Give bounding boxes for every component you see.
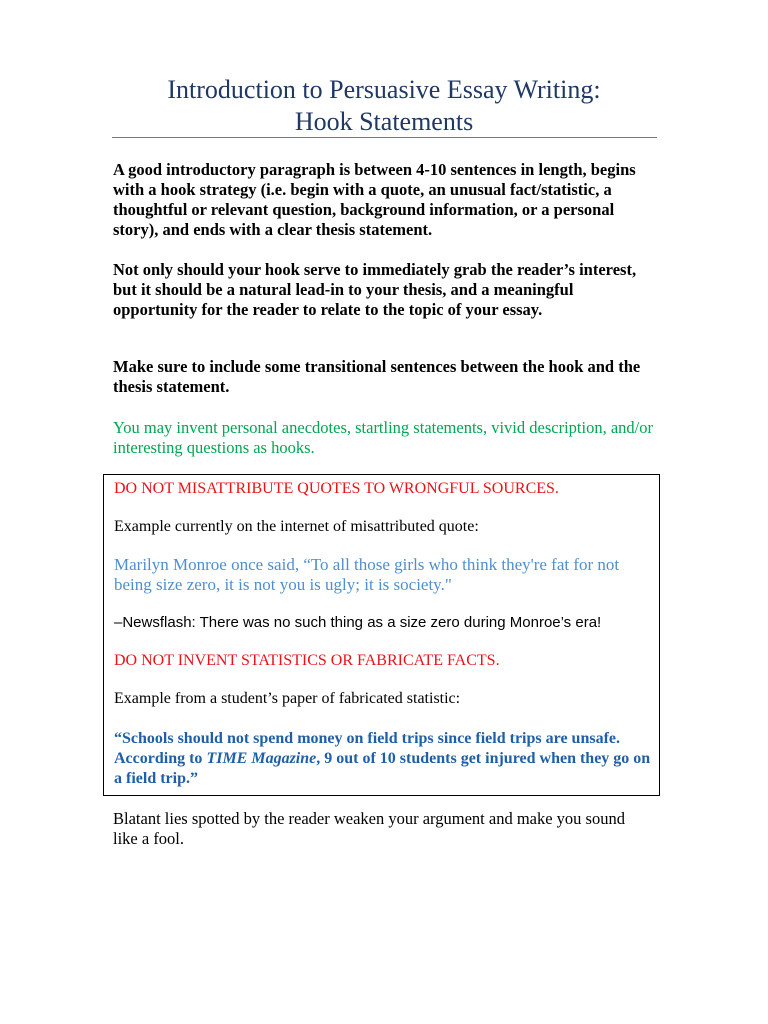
title-line-2: Hook Statements (294, 107, 474, 136)
fabricated-quote-magazine: TIME Magazine (206, 750, 317, 767)
intro-paragraph: A good introductory paragraph is between 4-10 sentences in length, begins with a hook strategy (i.e. begin with a quote, an unusual fact/statistic, a thoughtful or relevant question, background information, or a personal story), and ends with a clear thesis statement. (113, 160, 636, 239)
closing-paragraph: Blatant lies spotted by the reader weaken your argument and make you sound like a fool. (113, 809, 625, 848)
newsflash-note: –Newsflash: There was no such thing as a size zero during Monroe’s era! (114, 614, 602, 631)
hook-paragraph: Not only should your hook serve to immediately grab the reader’s interest, but it should be a natural lead-in to your thesis, and a meaningful opportunity for the reader to relate to the topic of your essay. (113, 260, 637, 319)
page-title (110, 74, 658, 138)
warning-fabricate: DO NOT INVENT STATISTICS OR FABRICATE FACTS. (114, 652, 500, 669)
example-fabricated-intro: Example from a student’s paper of fabricated statistic: (114, 690, 461, 707)
green-note: You may invent personal anecdotes, startling statements, vivid description, and/or interesting questions as hooks. (113, 418, 653, 457)
warning-misattribute-text: DO NOT MISATTRIBUTE QUOTES TO WRONGFUL SOURCES (114, 480, 555, 497)
misattributed-quote: Marilyn Monroe once said, “To all those girls who think they're fat for not being size zero, it is not you is ugly; it is society." (114, 555, 620, 594)
fabricated-quote-part1: “Schools should not spend money on field trips since field trips are unsafe. According to (114, 730, 620, 767)
fabricated-quote-part2: , 9 out of 10 students get injured when they go on a field trip.” (114, 750, 651, 787)
warning-misattribute-period: . (554, 480, 559, 497)
warning-misattribute (114, 479, 654, 499)
title-underline (112, 137, 657, 138)
fabricated-quote (114, 729, 654, 789)
warning-box (103, 474, 660, 796)
transition-paragraph: Make sure to include some transitional sentences between the hook and the thesis statement. (113, 357, 641, 396)
example-misattributed-intro: Example currently on the internet of misattributed quote: (114, 518, 479, 535)
title-line-1: Introduction to Persuasive Essay Writing: (167, 75, 601, 104)
